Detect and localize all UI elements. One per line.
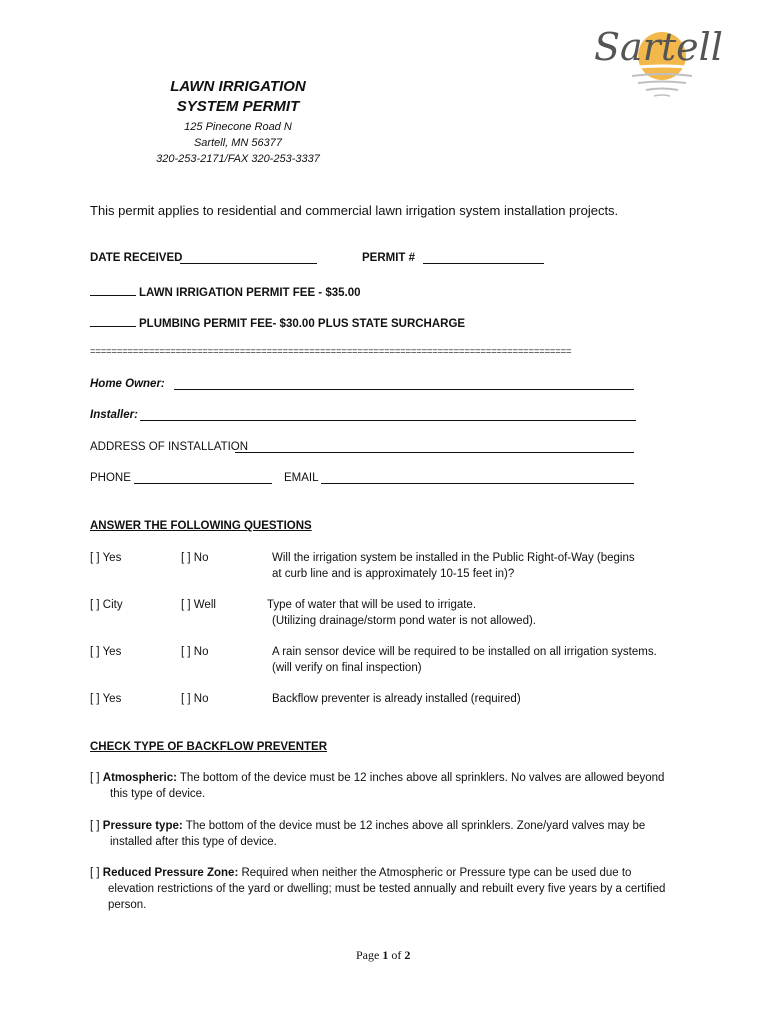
of-word: of [391, 948, 402, 962]
backflow-rpz-text-2: elevation restrictions of the yard or dwelling; must be tested annually and rebuilt every five years by a certified [108, 883, 666, 895]
email-label: EMAIL [284, 472, 319, 484]
page-number [356, 948, 410, 963]
lawn-fee-label: LAWN IRRIGATION PERMIT FEE - $35.00 [139, 287, 361, 299]
question-1-text: Will the irrigation system be installed in the Public Right-of-Way (begins [272, 552, 635, 564]
plumbing-fee-row [90, 315, 465, 330]
backflow-rpz-text: Required when neither the Atmospheric or Pressure type can be used due to [238, 867, 632, 879]
date-received-label: DATE RECEIVED [90, 252, 183, 264]
backflow-atmospheric-text-2: this type of device. [110, 788, 206, 800]
phone-label: PHONE [90, 472, 131, 484]
address-line-2: Sartell, MN 56377 [193, 137, 283, 149]
address-line-1: 125 Pinecone Road N [184, 121, 292, 133]
phone-fax: 320-253-2171/FAX 320-253-3337 [156, 153, 320, 165]
questions-heading: ANSWER THE FOLLOWING QUESTIONS [90, 520, 312, 532]
sartell-logo [588, 14, 748, 104]
backflow-rpz-label: Reduced Pressure Zone: [102, 867, 239, 879]
question-2-option-city[interactable]: [ ] City [90, 599, 123, 611]
email-field[interactable] [321, 483, 634, 484]
question-1-option-yes[interactable]: [ ] Yes [90, 552, 122, 564]
backflow-pressure-checkbox[interactable]: [ ] [90, 820, 100, 832]
question-4-option-no[interactable]: [ ] No [181, 693, 209, 705]
installer-field[interactable] [140, 420, 636, 421]
question-3-option-no[interactable]: [ ] No [181, 646, 209, 658]
question-3-text-2: (will verify on final inspection) [272, 662, 422, 674]
question-2-text: Type of water that will be used to irrigate. [267, 599, 477, 611]
backflow-atmospheric-text: The bottom of the device must be 12 inches above all sprinklers. No valves are allowed beyond [176, 772, 665, 784]
backflow-pressure-label: Pressure type: [102, 820, 183, 832]
permit-number-field[interactable] [423, 263, 544, 264]
sun-logo-icon [588, 14, 748, 104]
address-label: ADDRESS OF INSTALLATION [90, 441, 249, 453]
question-1-option-no[interactable]: [ ] No [181, 552, 209, 564]
intro-text: This permit applies to residential and commercial lawn irrigation system installation projects. [90, 203, 619, 218]
installer-label: Installer: [90, 409, 138, 421]
backflow-atmospheric-label: Atmospheric: [102, 772, 177, 784]
logo-text: Sartell [594, 25, 723, 69]
date-received-field[interactable] [180, 263, 317, 264]
question-3-option-yes[interactable]: [ ] Yes [90, 646, 122, 658]
backflow-pressure-row [90, 820, 645, 832]
question-2-option-well[interactable]: [ ] Well [181, 599, 216, 611]
backflow-heading: CHECK TYPE OF BACKFLOW PREVENTER [90, 741, 328, 753]
title-line-1: LAWN IRRIGATION [170, 78, 306, 95]
backflow-rpz-text-3: person. [108, 899, 147, 911]
permit-number-label: PERMIT # [362, 252, 416, 264]
question-2-text-2: (Utilizing drainage/storm pond water is not allowed). [272, 615, 536, 627]
page-total: 2 [404, 948, 411, 962]
question-4-option-yes[interactable]: [ ] Yes [90, 693, 122, 705]
home-owner-label: Home Owner: [90, 378, 165, 390]
page-current: 1 [382, 948, 389, 962]
plumbing-fee-checkbox-blank[interactable] [90, 315, 136, 327]
backflow-rpz-row [90, 867, 631, 879]
backflow-rpz-checkbox[interactable]: [ ] [90, 867, 100, 879]
backflow-pressure-text: The bottom of the device must be 12 inches above all sprinklers. Zone/yard valves may be [182, 820, 646, 832]
question-3-text: A rain sensor device will be required to be installed on all irrigation systems. [272, 646, 657, 658]
title-line-2: SYSTEM PERMIT [176, 98, 300, 115]
lawn-fee-row [90, 284, 361, 299]
separator-line: ========================================================================================== [90, 346, 572, 357]
backflow-pressure-text-2: installed after this type of device. [110, 836, 277, 848]
question-4-text: Backflow preventer is already installed (required) [272, 693, 521, 705]
phone-field[interactable] [134, 483, 272, 484]
page-word: Page [356, 948, 380, 962]
address-field[interactable] [235, 452, 634, 453]
plumbing-fee-label: PLUMBING PERMIT FEE- $30.00 PLUS STATE SURCHARGE [139, 318, 466, 330]
question-1-text-2: at curb line and is approximately 10-15 feet in)? [272, 568, 515, 580]
lawn-fee-checkbox-blank[interactable] [90, 284, 136, 296]
backflow-atmospheric-row [90, 772, 664, 784]
home-owner-field[interactable] [174, 389, 634, 390]
backflow-atmospheric-checkbox[interactable]: [ ] [90, 772, 100, 784]
